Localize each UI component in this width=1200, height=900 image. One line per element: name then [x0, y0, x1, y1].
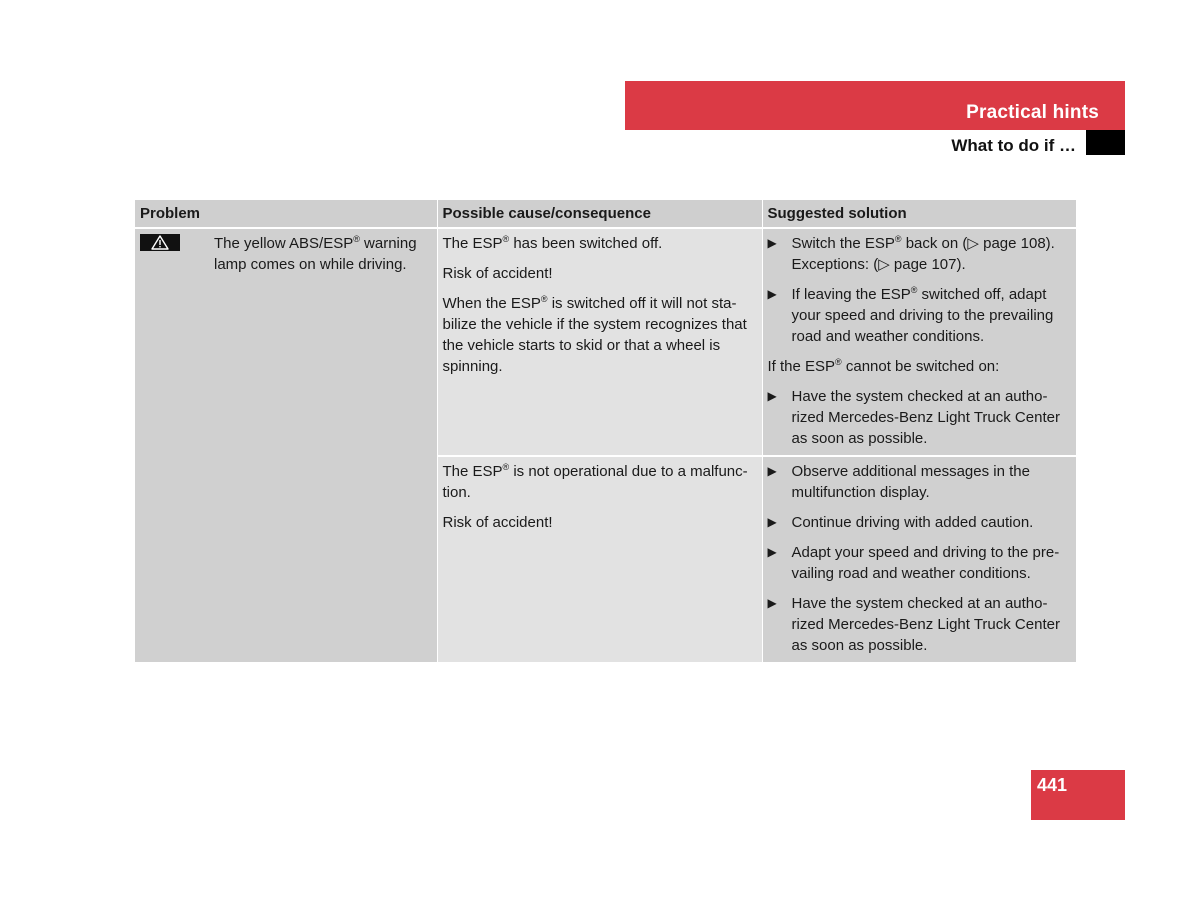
- solution-bullet: ▶ Continue driving with added caution.: [767, 514, 1034, 531]
- cause-cell: [437, 456, 762, 662]
- section-title: Practical hints: [966, 102, 1099, 123]
- bullet-arrow-icon: ▶: [767, 389, 777, 403]
- solution-cell: [762, 228, 1076, 456]
- page-number: 441: [1037, 775, 1068, 795]
- header-cause: Possible cause/consequence: [437, 200, 762, 228]
- section-header-band: [625, 81, 1125, 130]
- cause-paragraph: When the ESP® is switched off it will not stabilize the vehicle if the system recognizes that the vehicle starts to skid or that a wheel is spinning.: [442, 294, 747, 375]
- troubleshooting-table: [135, 200, 1076, 662]
- table-header-row: [135, 200, 1076, 228]
- registered-mark: ®: [353, 234, 360, 244]
- problem-text-cont: warning lamp comes on while driving.: [214, 235, 417, 273]
- solution-bullet: ▶ Switch the ESP® back on (▷ page 108). Exceptions: (▷ page 107).: [767, 234, 1055, 273]
- problem-description: [209, 228, 437, 662]
- cause-cell: [437, 228, 762, 456]
- warning-triangle-icon: [140, 234, 180, 251]
- cause-paragraph: Risk of accident!: [442, 265, 553, 282]
- cause-paragraph: Risk of accident!: [442, 514, 553, 531]
- solution-bullet: ▶ Have the system checked at an authorized Mercedes-Benz Light Truck Center as soon as possible.: [767, 388, 1060, 447]
- cause-paragraph: The ESP® has been switched off.: [442, 234, 663, 252]
- page-number-box: [1031, 770, 1125, 820]
- bullet-arrow-icon: ▶: [767, 545, 777, 559]
- problem-text: The yellow ABS/ESP: [214, 235, 354, 252]
- solution-bullet: ▶ If leaving the ESP® switched off, adapt your speed and driving to the prevailing road and weather conditions.: [767, 285, 1054, 345]
- bullet-arrow-icon: ▶: [767, 515, 777, 529]
- solution-cell: [762, 456, 1076, 662]
- thumb-tab-marker: [1086, 130, 1125, 155]
- bullet-arrow-icon: ▶: [767, 464, 777, 478]
- table-row: [135, 228, 1076, 456]
- solution-bullet: ▶ Adapt your speed and driving to the prevailing road and weather conditions.: [767, 544, 1060, 582]
- problem-icon-cell: [135, 228, 209, 662]
- header-solution: Suggested solution: [762, 200, 1076, 228]
- bullet-arrow-icon: ▶: [767, 236, 777, 250]
- solution-bullet: ▶ Have the system checked at an authorized Mercedes-Benz Light Truck Center as soon as possible.: [767, 595, 1060, 654]
- solution-bullet: ▶ Observe additional messages in the multifunction display.: [767, 463, 1030, 501]
- bullet-arrow-icon: ▶: [767, 596, 777, 610]
- bullet-arrow-icon: ▶: [767, 287, 777, 301]
- solution-note: If the ESP® cannot be switched on:: [767, 357, 1000, 375]
- header-problem: Problem: [135, 200, 437, 228]
- subsection-title: What to do if …: [951, 136, 1076, 155]
- cause-paragraph: The ESP® is not operational due to a malfunction.: [442, 462, 748, 501]
